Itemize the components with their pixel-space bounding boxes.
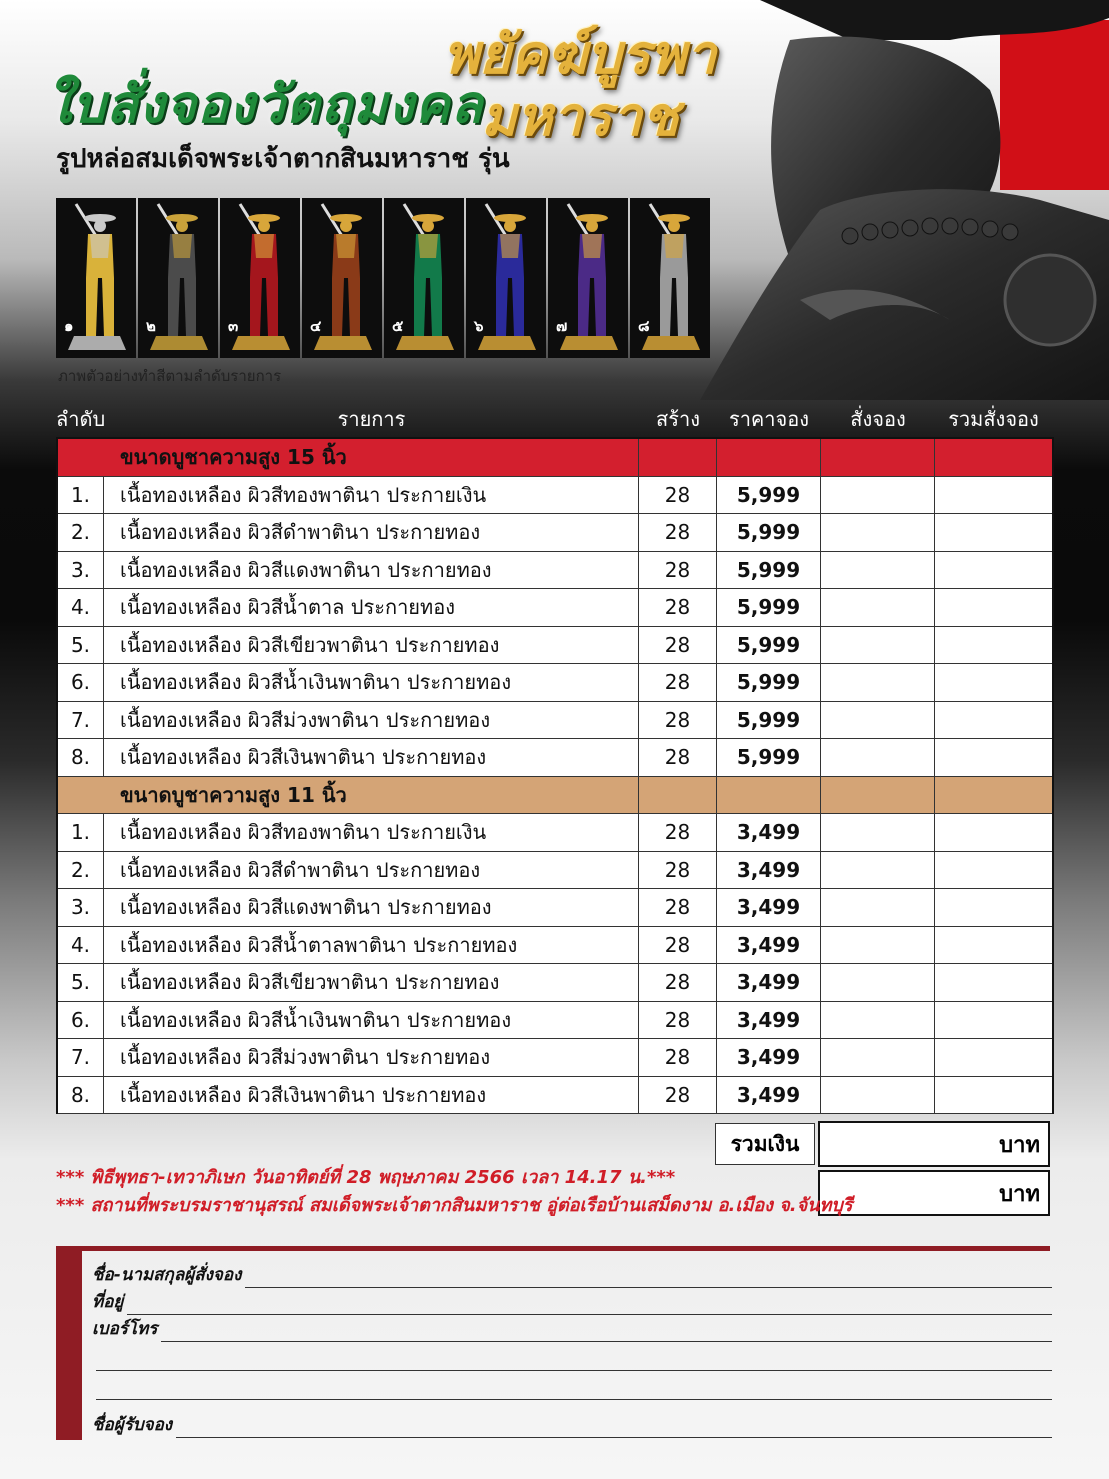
header-item: รายการ xyxy=(337,407,406,431)
row-built: 28 xyxy=(639,1002,717,1039)
row-price: 5,999 xyxy=(717,589,821,626)
form-subtitle: รูปหล่อสมเด็จพระเจ้าตากสินมหาราช รุ่น xyxy=(56,144,510,174)
table-row xyxy=(58,739,1052,777)
row-item: เนื้อทองเหลือง ผิวสีแดงพาตินา ประกายทอง xyxy=(104,889,639,926)
total-label: รวมเงิน xyxy=(715,1123,815,1165)
order-qty-input[interactable] xyxy=(821,814,935,851)
total-amount-field-2[interactable]: บาท xyxy=(818,1170,1050,1216)
form-title: ใบสั่งจองวัตถุมงคล xyxy=(46,75,484,135)
table-row xyxy=(58,964,1052,1002)
row-item: เนื้อทองเหลือง ผิวสีน้ำเงินพาตินา ประกายทอง xyxy=(104,664,639,701)
order-qty-input[interactable] xyxy=(821,1077,935,1114)
header-price: ราคาจอง xyxy=(728,407,810,431)
order-qty-input[interactable] xyxy=(821,964,935,1001)
row-price: 5,999 xyxy=(717,702,821,739)
order-total-input[interactable] xyxy=(935,589,1052,626)
row-number: 3. xyxy=(58,889,104,926)
order-total-input[interactable] xyxy=(935,552,1052,589)
order-total-input[interactable] xyxy=(935,814,1052,851)
table-row xyxy=(58,589,1052,627)
table-row xyxy=(58,852,1052,890)
row-number: 2. xyxy=(58,852,104,889)
row-item: เนื้อทองเหลือง ผิวสีเงินพาตินา ประกายทอง xyxy=(104,1077,639,1114)
order-total-input[interactable] xyxy=(935,927,1052,964)
section-header-row xyxy=(58,439,1052,477)
form-top-bar xyxy=(82,1246,1050,1251)
thumb-number: ๖ xyxy=(474,317,484,335)
color-sample-thumb xyxy=(466,198,546,358)
row-item: เนื้อทองเหลือง ผิวสีทองพาตินา ประกายเงิน xyxy=(104,477,639,514)
statue-portrait-image xyxy=(700,0,1109,400)
row-item: เนื้อทองเหลือง ผิวสีเขียวพาตินา ประกายทอง xyxy=(104,627,639,664)
color-sample-thumb xyxy=(302,198,382,358)
section-cell xyxy=(821,777,935,814)
order-qty-input[interactable] xyxy=(821,627,935,664)
row-price: 3,499 xyxy=(717,852,821,889)
row-built: 28 xyxy=(639,627,717,664)
section-cell xyxy=(639,777,717,814)
table-row xyxy=(58,664,1052,702)
row-number: 5. xyxy=(58,964,104,1001)
section-cell xyxy=(717,439,821,476)
order-total-input[interactable] xyxy=(935,514,1052,551)
section-cell xyxy=(639,439,717,476)
table-row xyxy=(58,627,1052,665)
address-field[interactable] xyxy=(92,1293,1052,1315)
address-label: ที่อยู่ xyxy=(92,1292,124,1312)
section-spacer xyxy=(58,439,104,476)
row-built: 28 xyxy=(639,964,717,1001)
row-item: เนื้อทองเหลือง ผิวสีม่วงพาตินา ประกายทอง xyxy=(104,702,639,739)
customer-form xyxy=(56,1246,1050,1440)
section-title: ขนาดบูชาความสูง 11 นิ้ว xyxy=(104,777,639,814)
row-built: 28 xyxy=(639,889,717,926)
row-number: 6. xyxy=(58,1002,104,1039)
header-total: รวมสั่งจอง xyxy=(948,407,1039,431)
row-built: 28 xyxy=(639,702,717,739)
row-price: 3,499 xyxy=(717,1039,821,1076)
row-number: 7. xyxy=(58,702,104,739)
table-row xyxy=(58,702,1052,740)
color-sample-thumb xyxy=(56,198,136,358)
order-qty-input[interactable] xyxy=(821,1039,935,1076)
order-qty-input[interactable] xyxy=(821,927,935,964)
row-item: เนื้อทองเหลือง ผิวสีเขียวพาตินา ประกายทอง xyxy=(104,964,639,1001)
row-item: เนื้อทองเหลือง ผิวสีดำพาตินา ประกายทอง xyxy=(104,514,639,551)
order-total-input[interactable] xyxy=(935,477,1052,514)
order-qty-input[interactable] xyxy=(821,702,935,739)
row-price: 3,499 xyxy=(717,927,821,964)
color-sample-thumb xyxy=(630,198,710,358)
thumb-number: ๓ xyxy=(228,317,239,335)
table-row xyxy=(58,514,1052,552)
order-qty-input[interactable] xyxy=(821,514,935,551)
blank-line-1[interactable] xyxy=(92,1349,1052,1371)
row-item: เนื้อทองเหลือง ผิวสีน้ำเงินพาตินา ประกายทอง xyxy=(104,1002,639,1039)
order-total-input[interactable] xyxy=(935,664,1052,701)
row-built: 28 xyxy=(639,852,717,889)
row-item: เนื้อทองเหลือง ผิวสีแดงพาตินา ประกายทอง xyxy=(104,552,639,589)
section-cell xyxy=(935,439,1052,476)
series-title-line2: มหาราช xyxy=(481,85,679,148)
row-number: 1. xyxy=(58,814,104,851)
thumb-number: ๘ xyxy=(638,317,650,335)
order-qty-input[interactable] xyxy=(821,552,935,589)
order-total-input[interactable] xyxy=(935,1077,1052,1114)
order-total-input[interactable] xyxy=(935,627,1052,664)
section-header-row xyxy=(58,777,1052,815)
row-item: เนื้อทองเหลือง ผิวสีน้ำตาล ประกายทอง xyxy=(104,589,639,626)
thumb-number: ๔ xyxy=(310,317,322,335)
order-total-input[interactable] xyxy=(935,1002,1052,1039)
row-price: 3,499 xyxy=(717,964,821,1001)
section-cell xyxy=(821,439,935,476)
row-price: 5,999 xyxy=(717,627,821,664)
color-sample-thumb xyxy=(220,198,300,358)
thumb-number: ๑ xyxy=(64,317,74,335)
row-item: เนื้อทองเหลือง ผิวสีเงินพาตินา ประกายทอง xyxy=(104,739,639,776)
form-side-bar xyxy=(56,1246,82,1440)
row-number: 6. xyxy=(58,664,104,701)
table-row xyxy=(58,814,1052,852)
order-total-input[interactable] xyxy=(935,702,1052,739)
table-row xyxy=(58,1002,1052,1040)
table-row xyxy=(58,889,1052,927)
row-built: 28 xyxy=(639,814,717,851)
row-item: เนื้อทองเหลือง ผิวสีทองพาตินา ประกายเงิน xyxy=(104,814,639,851)
table-row xyxy=(58,552,1052,590)
row-number: 7. xyxy=(58,1039,104,1076)
row-item: เนื้อทองเหลือง ผิวสีม่วงพาตินา ประกายทอง xyxy=(104,1039,639,1076)
row-price: 5,999 xyxy=(717,514,821,551)
color-sample-thumb xyxy=(384,198,464,358)
row-number: 4. xyxy=(58,927,104,964)
gallery-caption: ภาพตัวอย่างทำสีตามลำดับรายการ xyxy=(58,367,282,385)
row-number: 4. xyxy=(58,589,104,626)
thumb-number: ๗ xyxy=(556,317,568,335)
order-total-input[interactable] xyxy=(935,852,1052,889)
table-row xyxy=(58,1039,1052,1077)
blank-line-2[interactable] xyxy=(92,1378,1052,1400)
row-price: 3,499 xyxy=(717,814,821,851)
order-qty-input[interactable] xyxy=(821,739,935,776)
row-built: 28 xyxy=(639,552,717,589)
row-built: 28 xyxy=(639,514,717,551)
header-order: สั่งจอง xyxy=(850,407,906,431)
row-price: 3,499 xyxy=(717,1002,821,1039)
row-price: 5,999 xyxy=(717,552,821,589)
series-title-line1: พยัคฆ์บูรพา xyxy=(443,23,717,86)
order-total-input[interactable] xyxy=(935,889,1052,926)
name-field[interactable] xyxy=(92,1266,1052,1288)
order-qty-input[interactable] xyxy=(821,477,935,514)
thumb-number: ๒ xyxy=(146,317,156,335)
row-number: 8. xyxy=(58,739,104,776)
table-row xyxy=(58,927,1052,965)
row-price: 5,999 xyxy=(717,664,821,701)
order-table xyxy=(56,437,1054,1114)
name-label: ชื่อ-นามสกุลผู้สั่งจอง xyxy=(92,1265,242,1285)
color-sample-thumb xyxy=(548,198,628,358)
row-built: 28 xyxy=(639,927,717,964)
row-price: 5,999 xyxy=(717,739,821,776)
row-built: 28 xyxy=(639,664,717,701)
row-built: 28 xyxy=(639,739,717,776)
color-sample-gallery xyxy=(56,198,710,358)
order-total-input[interactable] xyxy=(935,739,1052,776)
row-number: 3. xyxy=(58,552,104,589)
order-qty-input[interactable] xyxy=(821,889,935,926)
table-row xyxy=(58,477,1052,515)
header-no: ลำดับ xyxy=(56,407,106,431)
total-amount-field[interactable]: บาท xyxy=(818,1121,1050,1167)
phone-label: เบอร์โทร xyxy=(92,1319,158,1339)
row-number: 5. xyxy=(58,627,104,664)
order-qty-input[interactable] xyxy=(821,1002,935,1039)
order-total-input[interactable] xyxy=(935,1039,1052,1076)
row-built: 28 xyxy=(639,1077,717,1114)
receiver-label: ชื่อผู้รับจอง xyxy=(92,1415,173,1435)
row-item: เนื้อทองเหลือง ผิวสีน้ำตาลพาตินา ประกายทอง xyxy=(104,927,639,964)
phone-field[interactable] xyxy=(92,1320,1052,1342)
row-built: 28 xyxy=(639,1039,717,1076)
order-qty-input[interactable] xyxy=(821,664,935,701)
order-total-input[interactable] xyxy=(935,964,1052,1001)
thumb-number: ๕ xyxy=(392,317,404,335)
row-price: 3,499 xyxy=(717,1077,821,1114)
location-note: *** สถานที่พระบรมราชานุสรณ์ สมเด็จพระเจ้าตากสินมหาราช อู่ต่อเรือบ้านเสม็ดงาม อ.เมือง จ.จันทบุรี xyxy=(56,1195,853,1216)
color-sample-thumb xyxy=(138,198,218,358)
section-cell xyxy=(717,777,821,814)
order-qty-input[interactable] xyxy=(821,589,935,626)
table-row xyxy=(58,1077,1052,1115)
row-number: 2. xyxy=(58,514,104,551)
row-built: 28 xyxy=(639,589,717,626)
receiver-field[interactable] xyxy=(92,1416,1052,1438)
section-title: ขนาดบูชาความสูง 15 นิ้ว xyxy=(104,439,639,476)
row-price: 3,499 xyxy=(717,889,821,926)
row-item: เนื้อทองเหลือง ผิวสีดำพาตินา ประกายทอง xyxy=(104,852,639,889)
ceremony-note: *** พิธีพุทธา-เทวาภิเษก วันอาทิตย์ที่ 28 พฤษภาคม 2566 เวลา 14.17 น.*** xyxy=(56,1167,676,1188)
row-number: 8. xyxy=(58,1077,104,1114)
section-spacer xyxy=(58,777,104,814)
row-price: 5,999 xyxy=(717,477,821,514)
row-number: 1. xyxy=(58,477,104,514)
header-built: สร้าง xyxy=(656,407,700,431)
section-cell xyxy=(935,777,1052,814)
table-header xyxy=(56,400,1050,438)
row-built: 28 xyxy=(639,477,717,514)
order-qty-input[interactable] xyxy=(821,852,935,889)
